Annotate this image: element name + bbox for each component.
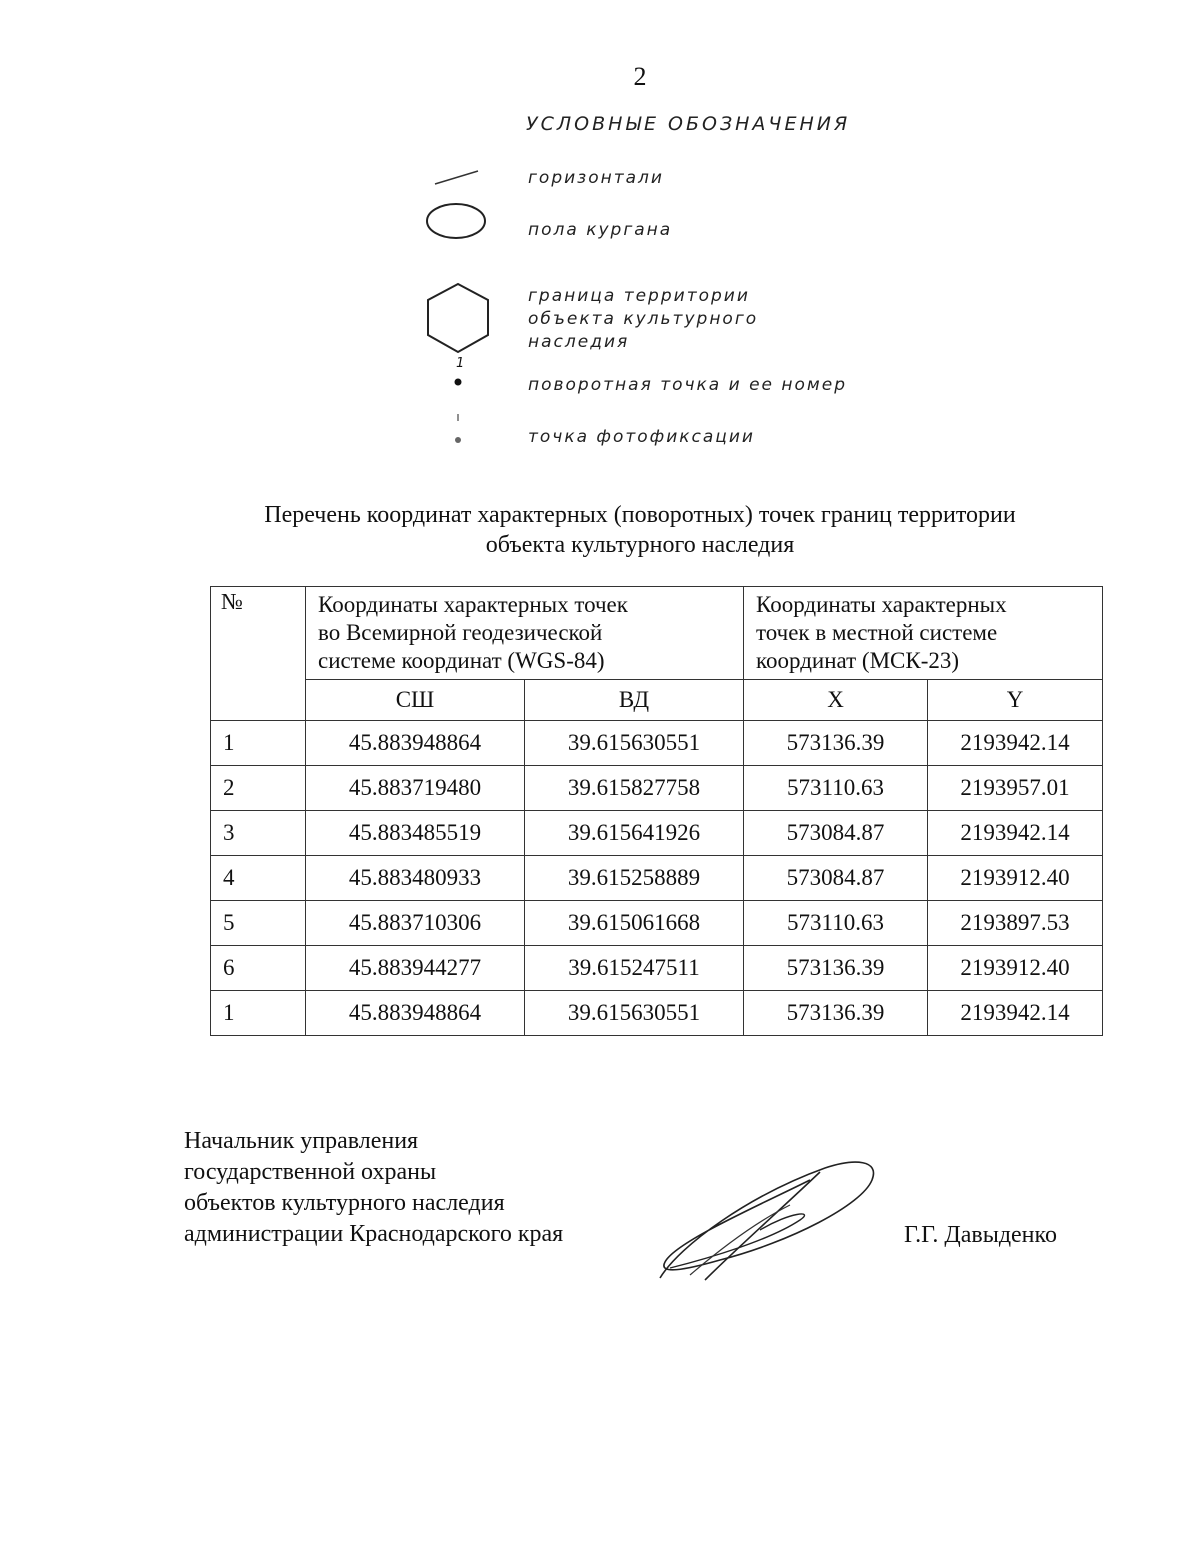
- cell-x: 573110.63: [744, 901, 928, 946]
- header-wgs84-line: Координаты характерных точек: [318, 592, 628, 617]
- cell-latitude: 45.883485519: [306, 811, 525, 856]
- cell-latitude: 45.883710306: [306, 901, 525, 946]
- cell-longitude: 39.615827758: [525, 766, 744, 811]
- cell-number: 4: [211, 856, 306, 901]
- contour-line-icon: [432, 166, 482, 188]
- table-row: [211, 991, 1103, 1036]
- cell-number: 3: [211, 811, 306, 856]
- header-msk23-line: Координаты характерных: [756, 592, 1007, 617]
- signatory-title-line: Начальник управления: [184, 1128, 419, 1154]
- cell-longitude: 39.615258889: [525, 856, 744, 901]
- cell-y: 2193912.40: [928, 946, 1103, 991]
- turning-point-icon: [450, 374, 466, 390]
- hexagon-boundary-icon: [422, 280, 494, 356]
- page-number: 2: [633, 62, 647, 91]
- cell-y: 2193942.14: [928, 991, 1103, 1036]
- header-x: X: [744, 680, 928, 721]
- mound-ellipse-icon: [424, 200, 488, 242]
- cell-latitude: 45.883719480: [306, 766, 525, 811]
- cell-x: 573136.39: [744, 946, 928, 991]
- table-row: [211, 766, 1103, 811]
- signatory-title-line: объектов культурного наследия: [184, 1190, 505, 1216]
- table-row: [211, 946, 1103, 991]
- cell-longitude: 39.615630551: [525, 991, 744, 1036]
- legend-label-mound: пола кургана: [528, 220, 673, 240]
- cell-longitude: 39.615630551: [525, 721, 744, 766]
- cell-x: 573084.87: [744, 811, 928, 856]
- cell-x: 573110.63: [744, 766, 928, 811]
- header-msk23-line: точек в местной системе: [756, 620, 998, 645]
- cell-x: 573084.87: [744, 856, 928, 901]
- legend-label-boundary-2: объекта культурного: [528, 309, 759, 329]
- cell-longitude: 39.615247511: [525, 946, 744, 991]
- table-heading-line-1: Перечень координат характерных (поворотных) точек границ территории: [264, 502, 1016, 528]
- legend-label-contour: горизонтали: [528, 168, 664, 188]
- table-row: [211, 856, 1103, 901]
- cell-x: 573136.39: [744, 991, 928, 1036]
- cell-number: 2: [211, 766, 306, 811]
- turning-point-label: 1: [456, 356, 465, 371]
- table-heading-line-2: объекта культурного наследия: [485, 532, 795, 558]
- table-row: [211, 721, 1103, 766]
- cell-number: 6: [211, 946, 306, 991]
- cell-latitude: 45.883948864: [306, 991, 525, 1036]
- header-latitude: СШ: [306, 680, 525, 721]
- cell-latitude: 45.883948864: [306, 721, 525, 766]
- header-wgs84-line: во Всемирной геодезической: [318, 620, 603, 645]
- cell-longitude: 39.615061668: [525, 901, 744, 946]
- photo-point-icon: [450, 410, 466, 450]
- cell-y: 2193942.14: [928, 811, 1103, 856]
- cell-x: 573136.39: [744, 721, 928, 766]
- table-heading: [0, 500, 1200, 560]
- header-wgs84-line: системе координат (WGS-84): [318, 648, 605, 673]
- signatory-title: [184, 1126, 563, 1250]
- cell-longitude: 39.615641926: [525, 811, 744, 856]
- header-msk23: [744, 587, 1103, 680]
- table-row: [211, 811, 1103, 856]
- cell-y: 2193912.40: [928, 856, 1103, 901]
- header-longitude: ВД: [525, 680, 744, 721]
- cell-latitude: 45.883480933: [306, 856, 525, 901]
- cell-number: 5: [211, 901, 306, 946]
- legend-title: УСЛОВНЫЕ ОБОЗНАЧЕНИЯ: [526, 113, 851, 135]
- handwritten-signature: [640, 1150, 900, 1290]
- header-y: Y: [928, 680, 1103, 721]
- signatory-name: Г.Г. Давыденко: [904, 1222, 1057, 1248]
- legend-label-boundary-3: наследия: [528, 332, 630, 352]
- cell-number: 1: [211, 991, 306, 1036]
- legend-label-boundary-1: граница территории: [528, 286, 750, 306]
- cell-y: 2193897.53: [928, 901, 1103, 946]
- cell-number: 1: [211, 721, 306, 766]
- coordinates-table: [210, 586, 1103, 1036]
- header-wgs84: [306, 587, 744, 680]
- cell-y: 2193942.14: [928, 721, 1103, 766]
- legend-label-turning-point: поворотная точка и ее номер: [528, 375, 847, 395]
- signatory-title-line: администрации Краснодарского края: [184, 1221, 564, 1247]
- header-msk23-line: координат (МСК-23): [756, 648, 960, 673]
- header-number: №: [211, 587, 306, 721]
- table-row: [211, 901, 1103, 946]
- cell-y: 2193957.01: [928, 766, 1103, 811]
- legend-label-photo-point: точка фотофиксации: [528, 427, 755, 447]
- cell-latitude: 45.883944277: [306, 946, 525, 991]
- signatory-title-line: государственной охраны: [184, 1159, 437, 1185]
